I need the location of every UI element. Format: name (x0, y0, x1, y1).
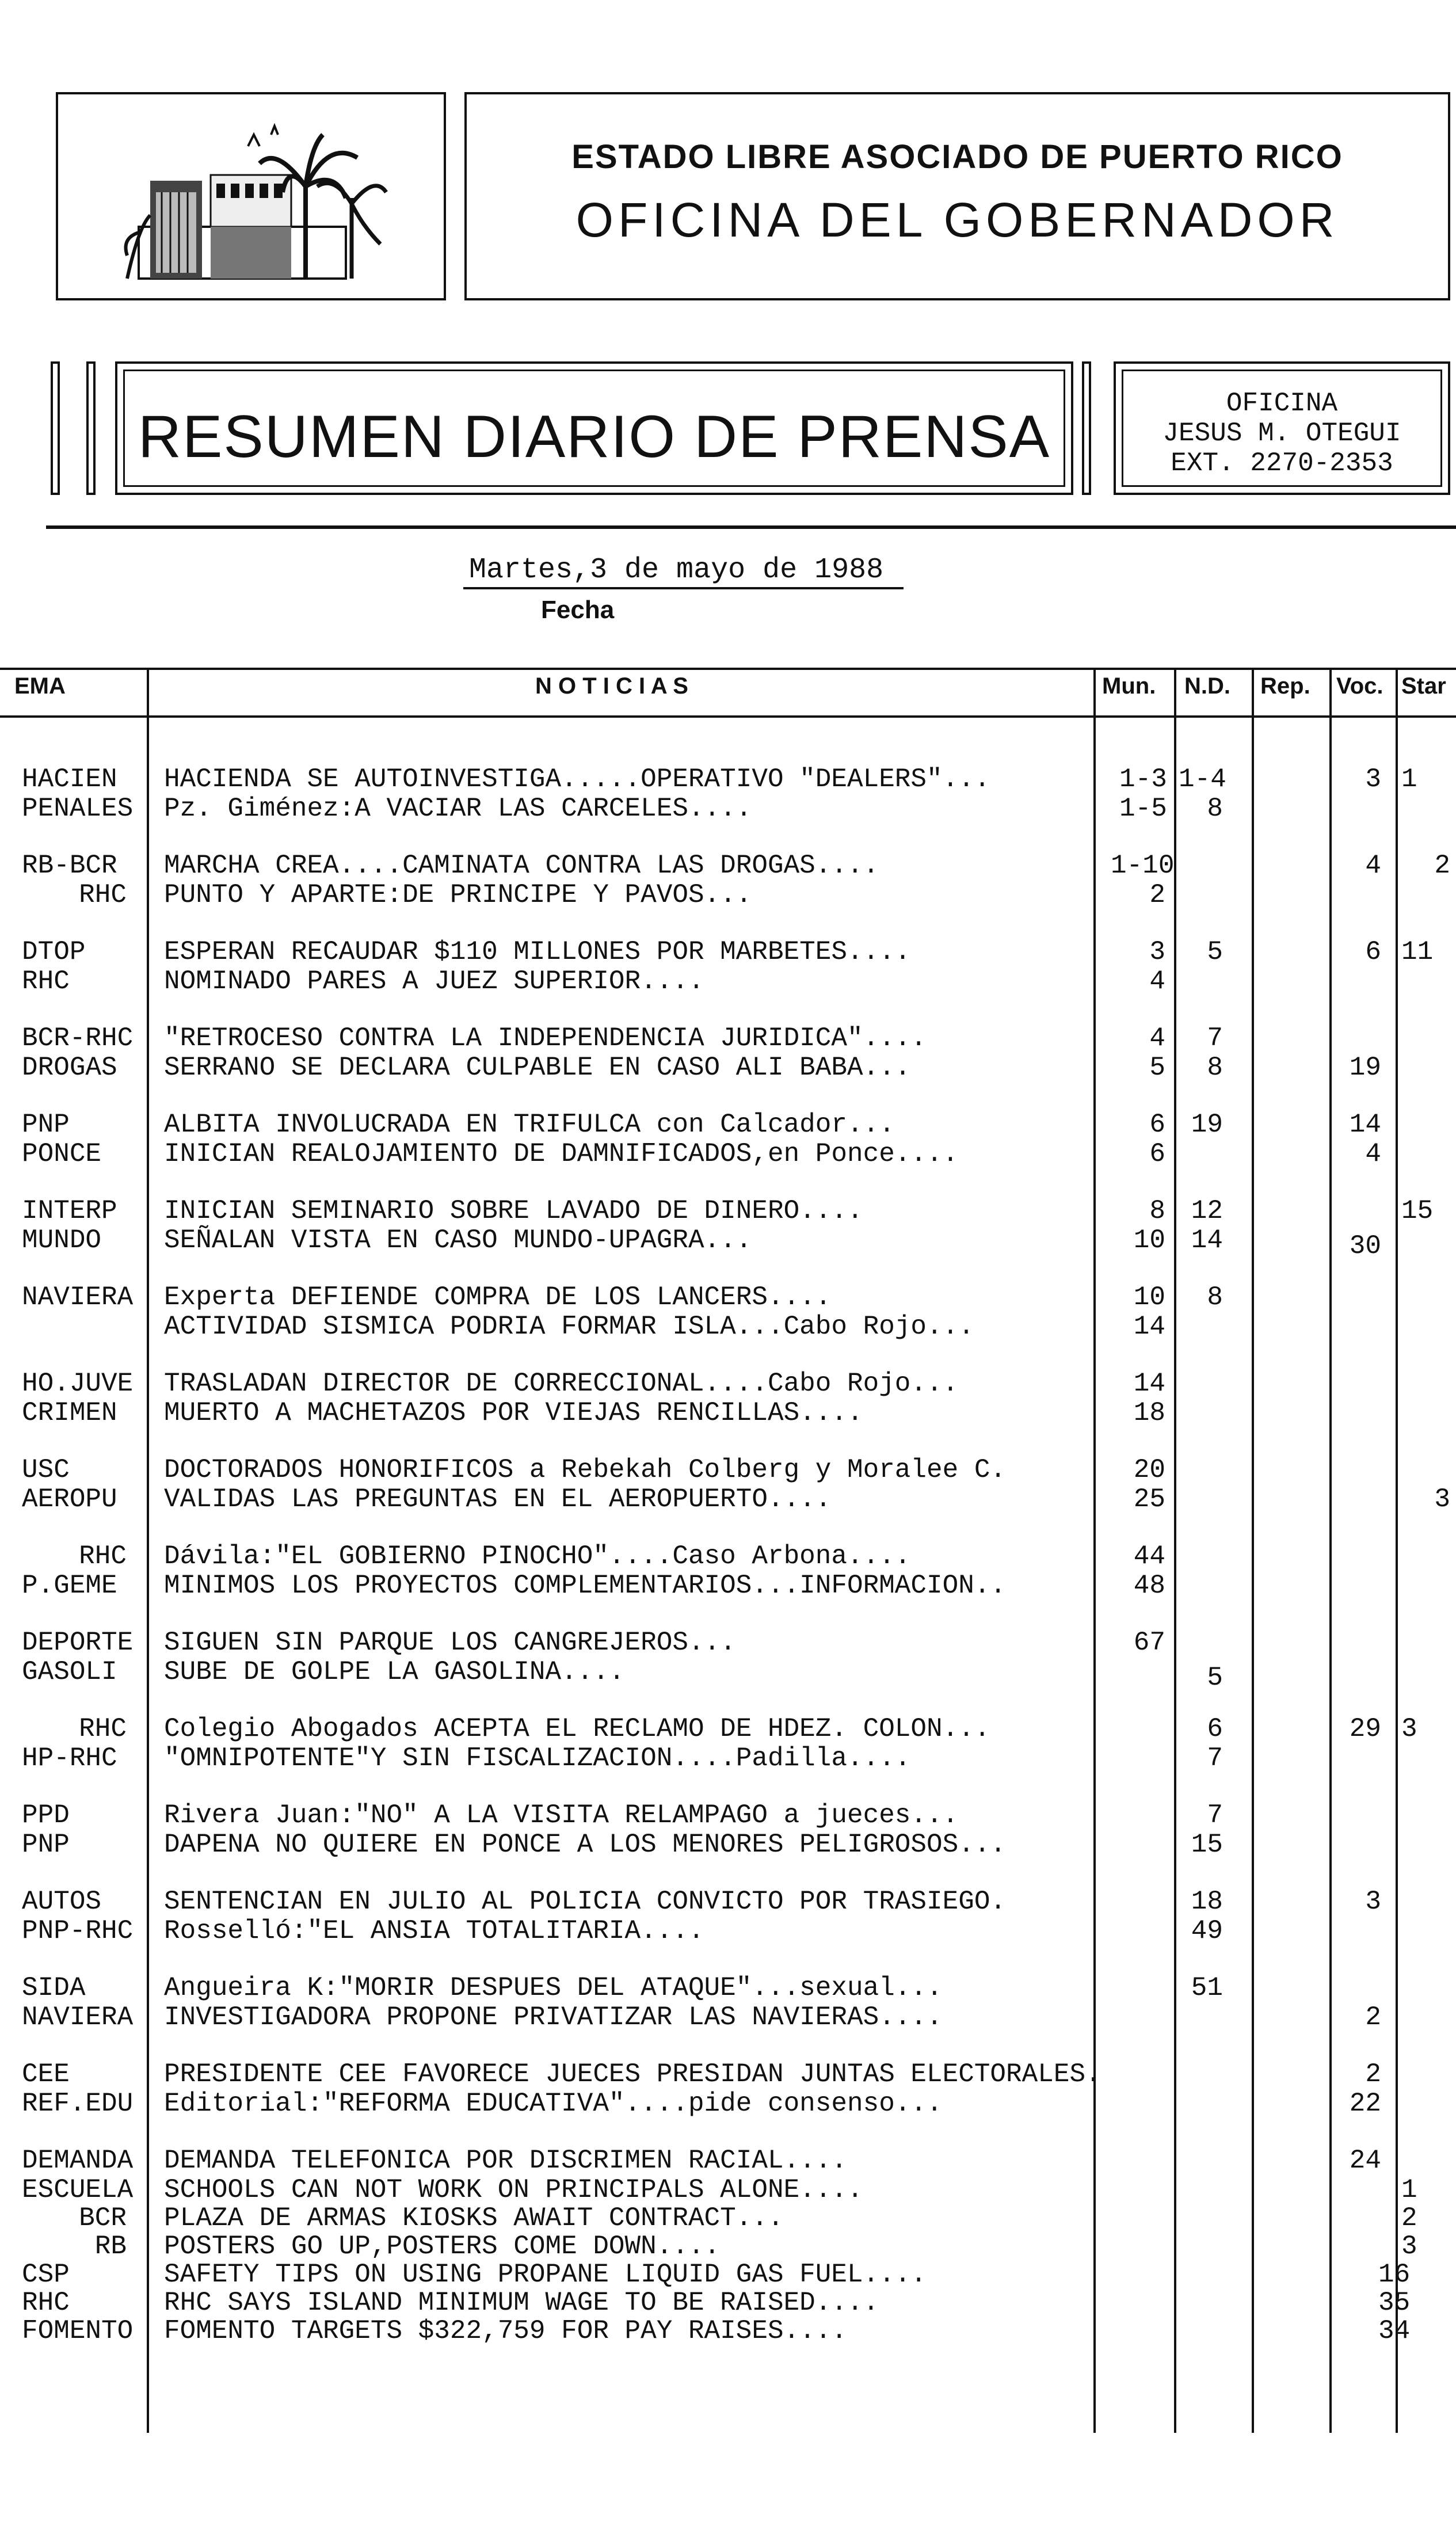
table-top-rule (0, 668, 1456, 670)
nd-cell: 8 (1207, 1282, 1223, 1312)
headline-cell: PRESIDENTE CEE FAVORECE JUECES PRESIDAN JUNTAS ELECTORALES. (164, 2059, 1101, 2089)
headline-cell: PUNTO Y APARTE:DE PRINCIPE Y PAVOS... (164, 880, 752, 910)
mun-cell: 44 (1133, 1541, 1165, 1571)
table-row (0, 2145, 1456, 2176)
table-row (0, 1541, 1456, 1572)
tema-cell: PENALES (22, 794, 134, 824)
table-row (0, 1570, 1456, 1601)
table-row (0, 2088, 1456, 2119)
headline-cell: INICIAN REALOJAMIENTO DE DAMNIFICADOS,en Ponce.... (164, 1139, 959, 1169)
star-cell: 16 (1378, 2260, 1411, 2290)
tema-cell: RHC (79, 1541, 127, 1571)
table-row (0, 2174, 1456, 2206)
tema-cell: P.GEME (22, 1571, 117, 1601)
table-row (0, 1109, 1456, 1140)
table-row (0, 2315, 1456, 2347)
nd-cell: 8 (1207, 1053, 1223, 1083)
column-header-tema: EMA (14, 673, 66, 699)
headline-cell: VALIDAS LAS PREGUNTAS EN EL AEROPUERTO.... (164, 1484, 832, 1514)
tema-cell: NAVIERA (22, 2002, 134, 2032)
headline-cell: SUBE DE GOLPE LA GASOLINA.... (164, 1657, 625, 1687)
mun-cell: 4 (1149, 966, 1165, 996)
star-cell: 3 (1401, 2231, 1417, 2261)
date-label: Fecha (541, 596, 615, 624)
report-title: RESUMEN DIARIO DE PRENSA (138, 403, 1051, 470)
headline-cell: Colegio Abogados ACEPTA EL RECLAMO DE HDEZ. COLON... (164, 1714, 990, 1744)
tema-cell: HO.JUVE (22, 1369, 134, 1399)
table-row (0, 1484, 1456, 1515)
headline-cell: MUERTO A MACHETAZOS POR VIEJAS RENCILLAS.... (164, 1398, 863, 1428)
table-row (0, 1454, 1456, 1485)
column-header-noticias: N O T I C I A S (535, 673, 688, 699)
table-row (0, 1886, 1456, 1917)
nd-cell: 7 (1207, 1023, 1223, 1053)
voc-cell: 29 (1349, 1714, 1381, 1744)
headline-cell: NOMINADO PARES A JUEZ SUPERIOR.... (164, 966, 704, 996)
star-cell: 1 (1401, 2175, 1417, 2205)
nd-cell: 51 (1191, 1973, 1223, 2003)
tema-cell: REF.EDU (22, 2089, 134, 2119)
state-name: ESTADO LIBRE ASOCIADO DE PUERTO RICO (571, 138, 1343, 176)
table-row (0, 1225, 1456, 1261)
headline-cell: SIGUEN SIN PARQUE LOS CANGREJEROS... (164, 1628, 736, 1658)
mun-cell: 48 (1133, 1571, 1165, 1601)
table-row (0, 966, 1456, 997)
tema-cell: INTERP (22, 1196, 117, 1226)
contact-line: OFICINA (1226, 388, 1338, 418)
table-row (0, 879, 1456, 911)
headline-cell: "OMNIPOTENTE"Y SIN FISCALIZACION....Padilla.... (164, 1743, 911, 1773)
star-cell: 15 (1401, 1196, 1434, 1226)
voc-cell: 4 (1365, 1139, 1381, 1169)
table-row (0, 1138, 1456, 1170)
headline-cell: SEÑALAN VISTA EN CASO MUNDO-UPAGRA... (164, 1225, 752, 1255)
voc-cell: 6 (1365, 937, 1381, 967)
headline-cell: SERRANO SE DECLARA CULPABLE EN CASO ALI BABA... (164, 1053, 911, 1083)
tema-cell: CEE (22, 2059, 70, 2089)
headline-cell: INICIAN SEMINARIO SOBRE LAVADO DE DINERO.... (164, 1196, 863, 1226)
headline-cell: TRASLADAN DIRECTOR DE CORRECCIONAL....Cabo Rojo... (164, 1369, 959, 1399)
nd-cell: 1-4 (1179, 764, 1226, 794)
office-name: OFICINA DEL GOBERNADOR (575, 193, 1339, 247)
tema-cell: AUTOS (22, 1887, 102, 1917)
table-row (0, 1052, 1456, 1083)
star-cell: 11 (1401, 937, 1434, 967)
tema-cell: HACIEN (22, 764, 117, 794)
table-row (0, 1713, 1456, 1744)
headline-cell: HACIENDA SE AUTOINVESTIGA.....OPERATIVO "DEALERS"... (164, 764, 990, 794)
column-header-mun: Mun. (1102, 673, 1156, 699)
column-header-rep: Rep. (1260, 673, 1310, 699)
headline-cell: PLAZA DE ARMAS KIOSKS AWAIT CONTRACT... (164, 2203, 784, 2233)
tema-cell: DEMANDA (22, 2146, 134, 2176)
nd-cell: 15 (1191, 1830, 1223, 1860)
report-date: Martes,3 de mayo de 1988 (469, 554, 884, 586)
mun-cell: 1-3 (1119, 764, 1167, 794)
mun-cell: 2 (1149, 880, 1165, 910)
table-row (0, 1195, 1456, 1226)
mun-cell: 6 (1149, 1110, 1165, 1140)
star-cell: 34 (1378, 2316, 1411, 2346)
mun-cell: 67 (1133, 1628, 1165, 1658)
voc-cell: 22 (1349, 2089, 1381, 2119)
table-row (0, 1397, 1456, 1429)
tema-cell: SIDA (22, 1973, 86, 2003)
nd-cell: 6 (1207, 1714, 1223, 1744)
column-header-star: Star (1401, 673, 1446, 699)
mun-cell: 4 (1149, 1023, 1165, 1053)
tema-cell: FOMENTO (22, 2316, 134, 2346)
tema-cell: PNP (22, 1830, 70, 1860)
report-title-box (115, 361, 1073, 495)
star-cell: 2 (1401, 2203, 1417, 2233)
headline-cell: "RETROCESO CONTRA LA INDEPENDENCIA JURIDICA".... (164, 1023, 927, 1053)
headline-cell: Rosselló:"EL ANSIA TOTALITARIA.... (164, 1916, 704, 1946)
logo-frame (56, 92, 446, 300)
headline-cell: Pz. Giménez:A VACIAR LAS CARCELES.... (164, 794, 752, 824)
tema-cell: DEPORTE (22, 1628, 134, 1658)
voc-cell: 24 (1349, 2146, 1381, 2176)
tema-cell: DTOP (22, 937, 86, 967)
tema-cell: RHC (79, 1714, 127, 1744)
star-cell: 2 (1434, 851, 1450, 881)
mun-cell: 10 (1133, 1282, 1165, 1312)
table-row (0, 1282, 1456, 1313)
table-row (0, 2259, 1456, 2290)
voc-cell: 2 (1365, 2002, 1381, 2032)
table-row (0, 1829, 1456, 1860)
headline-cell: ESPERAN RECAUDAR $110 MILLONES POR MARBETES.... (164, 937, 911, 967)
table-row (0, 2231, 1456, 2262)
tema-cell: CSP (22, 2260, 70, 2290)
decor-bar (86, 361, 96, 495)
office-header-box (464, 92, 1450, 300)
tema-cell: PNP-RHC (22, 1916, 134, 1946)
tema-cell: RHC (22, 966, 70, 996)
tema-cell: CRIMEN (22, 1398, 117, 1428)
table-row (0, 2203, 1456, 2234)
headline-cell: Rivera Juan:"NO" A LA VISITA RELAMPAGO a jueces... (164, 1800, 959, 1830)
nd-cell: 18 (1191, 1887, 1223, 1917)
nd-cell: 19 (1191, 1110, 1223, 1140)
nd-cell: 7 (1207, 1743, 1223, 1773)
nd-cell: 12 (1191, 1196, 1223, 1226)
mun-cell: 20 (1133, 1455, 1165, 1485)
headline-cell: SENTENCIAN EN JULIO AL POLICIA CONVICTO POR TRASIEGO. (164, 1887, 1007, 1917)
voc-cell: 30 (1349, 1231, 1381, 1261)
contact-line: JESUS M. OTEGUI (1162, 418, 1401, 448)
headline-cell: Angueira K:"MORIR DESPUES DEL ATAQUE"...sexual... (164, 1973, 943, 2003)
governor-mansion-logo (116, 112, 392, 284)
headline-cell: SAFETY TIPS ON USING PROPANE LIQUID GAS FUEL.... (164, 2260, 927, 2290)
mun-cell: 14 (1133, 1369, 1165, 1399)
headline-cell: MINIMOS LOS PROYECTOS COMPLEMENTARIOS...INFORMACION.. (164, 1571, 1007, 1601)
mun-cell: 1-5 (1119, 794, 1167, 824)
divider (46, 525, 1456, 529)
mun-cell: 25 (1133, 1484, 1165, 1514)
table-row (0, 1627, 1456, 1658)
voc-cell: 19 (1349, 1053, 1381, 1083)
table-row (0, 1915, 1456, 1947)
headline-cell: RHC SAYS ISLAND MINIMUM WAGE TO BE RAISED.... (164, 2288, 879, 2318)
headline-cell: DOCTORADOS HONORIFICOS a Rebekah Colberg y Moralee C. (164, 1455, 1007, 1485)
nd-cell: 7 (1207, 1800, 1223, 1830)
table-row (0, 764, 1456, 795)
mun-cell: 18 (1133, 1398, 1165, 1428)
table-row (0, 2002, 1456, 2033)
date-underline (463, 587, 904, 589)
contact-box (1114, 361, 1450, 495)
headline-cell: ACTIVIDAD SISMICA PODRIA FORMAR ISLA...Cabo Rojo... (164, 1312, 974, 1342)
voc-cell: 3 (1365, 1887, 1381, 1917)
mun-cell: 1-10 (1111, 851, 1175, 881)
table-row (0, 2287, 1456, 2318)
voc-cell: 3 (1365, 764, 1381, 794)
table-header-rule (0, 715, 1456, 718)
tema-cell: GASOLI (22, 1657, 117, 1687)
headline-cell: MARCHA CREA....CAMINATA CONTRA LAS DROGAS.... (164, 851, 879, 881)
tema-cell: BCR (79, 2203, 127, 2233)
headline-cell: FOMENTO TARGETS $322,759 FOR PAY RAISES.... (164, 2316, 847, 2346)
tema-cell: HP-RHC (22, 1743, 117, 1773)
table-row (0, 850, 1456, 881)
tema-cell: USC (22, 1455, 70, 1485)
decor-bar (51, 361, 60, 495)
table-row (0, 793, 1456, 824)
table-row (0, 2059, 1456, 2090)
table-row (0, 1311, 1456, 1342)
nd-cell: 14 (1191, 1225, 1223, 1255)
tema-cell: ESCUELA (22, 2175, 134, 2205)
table-row (0, 1800, 1456, 1831)
column-header-voc: Voc. (1336, 673, 1383, 699)
table-row (0, 936, 1456, 968)
table-row (0, 1023, 1456, 1054)
tema-cell: DROGAS (22, 1053, 117, 1083)
mun-cell: 14 (1133, 1312, 1165, 1342)
tema-cell: RHC (79, 880, 127, 910)
tema-cell: NAVIERA (22, 1282, 134, 1312)
star-cell: 1 (1401, 764, 1417, 794)
table-row (0, 1656, 1456, 1693)
mun-cell: 3 (1149, 937, 1165, 967)
tema-cell: RB (94, 2231, 127, 2261)
tema-cell: PONCE (22, 1139, 102, 1169)
mun-cell: 6 (1149, 1139, 1165, 1169)
tema-cell: RB-BCR (22, 851, 117, 881)
headline-cell: Dávila:"EL GOBIERNO PINOCHO"....Caso Arbona.... (164, 1541, 911, 1571)
nd-cell: 49 (1191, 1916, 1223, 1946)
table-row (0, 1972, 1456, 2003)
voc-cell: 4 (1365, 851, 1381, 881)
headline-cell: INVESTIGADORA PROPONE PRIVATIZAR LAS NAVIERAS.... (164, 2002, 943, 2032)
headline-cell: POSTERS GO UP,POSTERS COME DOWN.... (164, 2231, 721, 2261)
headline-cell: ALBITA INVOLUCRADA EN TRIFULCA con Calcador... (164, 1110, 895, 1140)
voc-cell: 14 (1349, 1110, 1381, 1140)
table-row (0, 1368, 1456, 1399)
column-header-nd: N.D. (1184, 673, 1230, 699)
headline-cell: Editorial:"REFORMA EDUCATIVA"....pide consenso... (164, 2089, 943, 2119)
headline-cell: SCHOOLS CAN NOT WORK ON PRINCIPALS ALONE.... (164, 2175, 863, 2205)
tema-cell: PPD (22, 1800, 70, 1830)
headline-cell: Experta DEFIENDE COMPRA DE LOS LANCERS.... (164, 1282, 832, 1312)
tema-cell: MUNDO (22, 1225, 102, 1255)
star-cell: 35 (1378, 2288, 1411, 2318)
mun-cell: 5 (1149, 1053, 1165, 1083)
headline-cell: DAPENA NO QUIERE EN PONCE A LOS MENORES PELIGROSOS... (164, 1830, 1007, 1860)
contact-line: EXT. 2270-2353 (1171, 448, 1393, 478)
nd-cell: 8 (1207, 794, 1223, 824)
voc-cell: 2 (1365, 2059, 1381, 2089)
headline-cell: DEMANDA TELEFONICA POR DISCRIMEN RACIAL.... (164, 2146, 847, 2176)
tema-cell: PNP (22, 1110, 70, 1140)
nd-cell: 5 (1207, 937, 1223, 967)
mun-cell: 8 (1149, 1196, 1165, 1226)
tema-cell: BCR-RHC (22, 1023, 134, 1053)
tema-cell: AEROPU (22, 1484, 117, 1514)
table-row (0, 1743, 1456, 1774)
star-cell: 3 (1434, 1484, 1450, 1514)
mun-cell: 10 (1133, 1225, 1165, 1255)
nd-cell: 5 (1207, 1663, 1223, 1693)
tema-cell: RHC (22, 2288, 70, 2318)
decor-bar (1082, 361, 1091, 495)
star-cell: 3 (1401, 1714, 1417, 1744)
